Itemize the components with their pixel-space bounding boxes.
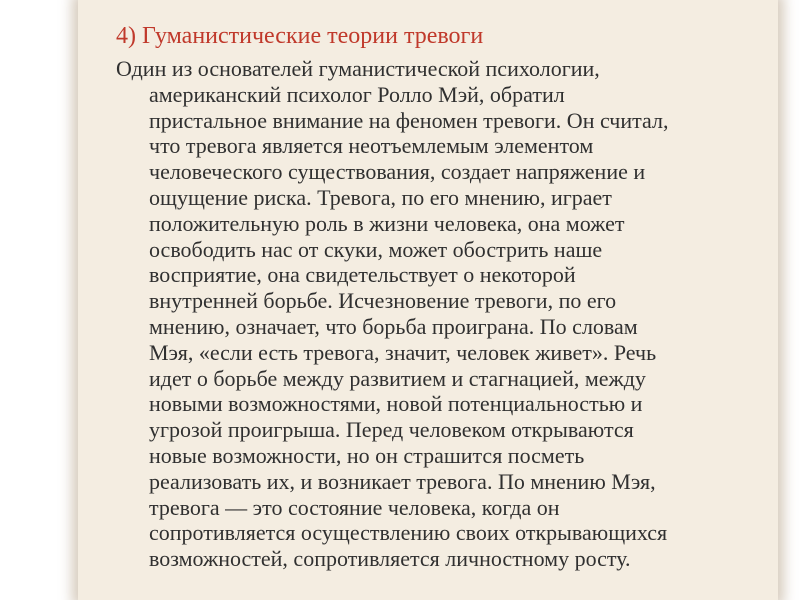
body-line: идет о борьбе между развитием и стагнацией, между (149, 365, 646, 391)
body-line: Мэя, «если есть тревога, значит, человек живет». Речь (149, 339, 657, 365)
slide-body-text (116, 56, 781, 572)
body-line: новыми возможностями, новой потенциальностью и (149, 391, 643, 417)
body-line: положительную роль в жизни человека, она может (149, 210, 625, 236)
body-line: что тревога является неотъемлемым элементом (149, 133, 594, 159)
body-line: Один из основателей гуманистической психологии, (116, 56, 600, 81)
body-line: возможностей, сопротивляется личностному росту. (149, 546, 631, 572)
body-line: реализовать их, и возникает тревога. По мнению Мэя, (149, 468, 656, 494)
body-line: мнению, означает, что борьба проиграна. По словам (149, 313, 638, 339)
body-line: пристальное внимание на феномен тревоги. Он считал, (149, 107, 669, 133)
body-line: освободить нас от скуки, может обострить наше (149, 236, 603, 262)
body-line: угрозой проигрыша. Перед человеком открываются (149, 417, 634, 443)
body-line: американский психолог Ролло Мэй, обратил (149, 81, 565, 107)
body-line: внутренней борьбе. Исчезновение тревоги, по его (149, 288, 617, 314)
body-line: ощущение риска. Тревога, по его мнению, играет (149, 184, 612, 210)
body-line: сопротивляется осуществлению своих открывающихся (149, 520, 668, 546)
body-line: восприятие, она свидетельствует о некоторой (149, 262, 576, 288)
body-line: новые возможности, но он страшится посметь (149, 442, 585, 468)
body-line: тревога — это состояние человека, когда он (149, 494, 560, 520)
body-line: человеческого существования, создает напряжение и (149, 159, 646, 185)
slide (78, 0, 778, 600)
slide-title: 4) Гуманистические теории тревоги (116, 23, 484, 49)
